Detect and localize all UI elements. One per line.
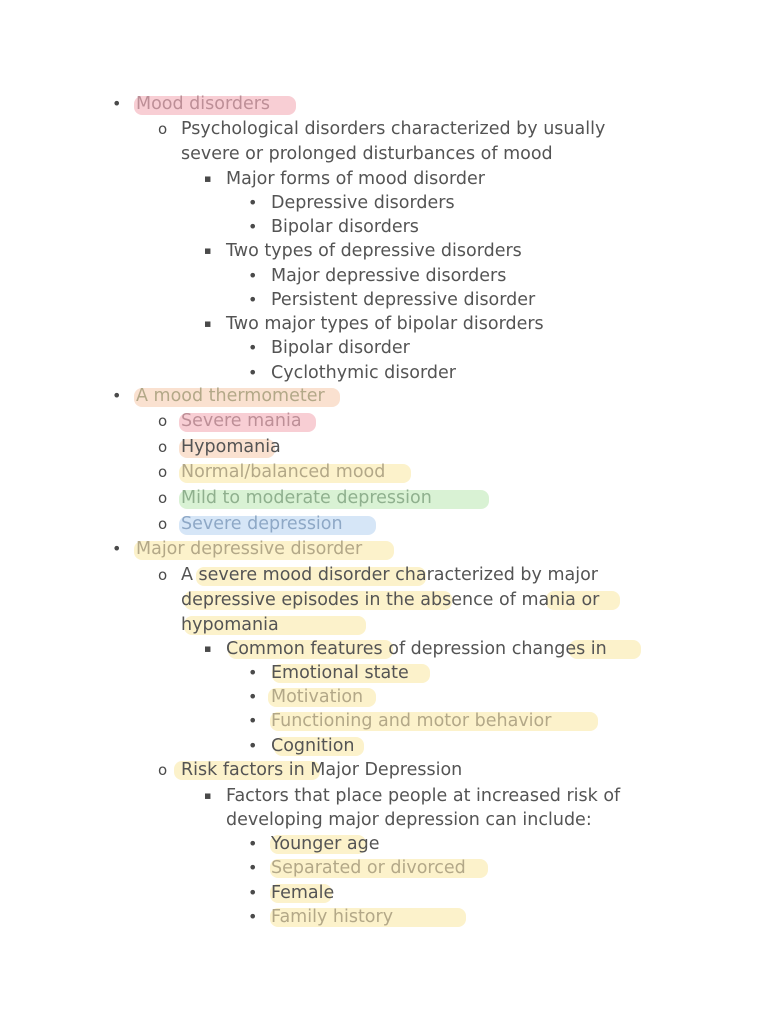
outline-line: Hypomania	[181, 437, 281, 457]
outline-line: Motivation	[271, 687, 364, 707]
bullet-l4: •	[248, 338, 258, 357]
bullet-l4: •	[248, 363, 258, 382]
bullet-l3: ▪	[204, 789, 212, 802]
heading-mood-thermometer: A mood thermometer	[136, 386, 325, 406]
bullet-l3: ▪	[204, 244, 212, 257]
bullet-l3: ▪	[204, 317, 212, 330]
outline-line: Bipolar disorders	[271, 217, 419, 237]
outline-line: Depressive disorders	[271, 193, 455, 213]
outline-line: Bipolar disorder	[271, 338, 410, 358]
outline-line: Two types of depressive disorders	[226, 241, 522, 261]
outline-line: depressive episodes in the absence of mania or	[181, 590, 600, 610]
outline-line: Female	[271, 883, 335, 903]
bullet-l4: •	[248, 711, 258, 730]
outline-line: Mild to moderate depression	[181, 488, 432, 508]
outline-line: Functioning and motor behavior	[271, 711, 552, 731]
outline-line: Emotional state	[271, 663, 409, 683]
bullet-l2: o	[158, 412, 168, 430]
outline-line: Separated or divorced	[271, 858, 466, 878]
bullet-l4: •	[248, 687, 258, 706]
bullet-l4: •	[248, 883, 258, 902]
bullet-l3: ▪	[204, 172, 212, 185]
outline-line: severe or prolonged disturbances of mood	[181, 144, 553, 164]
bullet-l3: ▪	[204, 642, 212, 655]
heading-mood-disorders: Mood disorders	[136, 94, 271, 114]
bullet-l1: •	[112, 94, 122, 113]
outline-line: developing major depression can include:	[226, 810, 592, 830]
outline-line: Severe mania	[181, 411, 302, 431]
bullet-l4: •	[248, 858, 258, 877]
bullet-l4: •	[248, 193, 258, 212]
outline-line: Risk factors in Major Depression	[181, 760, 463, 780]
bullet-l2: o	[158, 120, 168, 138]
bullet-l2: o	[158, 438, 168, 456]
outline-line: Psychological disorders characterized by usually	[181, 119, 606, 139]
outline-line: Common features of depression changes in	[226, 639, 607, 659]
outline-line: Major depressive disorders	[271, 266, 507, 286]
bullet-l2: o	[158, 566, 168, 584]
outline-line: Persistent depressive disorder	[271, 290, 536, 310]
outline-line: Severe depression	[181, 514, 343, 534]
bullet-l4: •	[248, 736, 258, 755]
outline-line: A severe mood disorder characterized by major	[181, 565, 598, 585]
bullet-l4: •	[248, 290, 258, 309]
outline-line: Cognition	[271, 736, 355, 756]
outline-line: Major forms of mood disorder	[226, 169, 485, 189]
outline-line: Family history	[271, 907, 394, 927]
outline-line: Factors that place people at increased risk of	[226, 786, 621, 806]
bullet-l4: •	[248, 663, 258, 682]
bullet-l1: •	[112, 539, 122, 558]
outline-line: Younger age	[271, 834, 380, 854]
heading-major-depressive-disorder: Major depressive disorder	[136, 539, 363, 559]
bullet-l4: •	[248, 266, 258, 285]
bullet-l1: •	[112, 386, 122, 405]
outline-line: Cyclothymic disorder	[271, 363, 456, 383]
outline-line: Normal/balanced mood	[181, 462, 386, 482]
bullet-l2: o	[158, 515, 168, 533]
outline-line: Two major types of bipolar disorders	[226, 314, 544, 334]
bullet-l2: o	[158, 463, 168, 481]
bullet-l4: •	[248, 834, 258, 853]
bullet-l4: •	[248, 217, 258, 236]
bullet-l2: o	[158, 761, 168, 779]
bullet-l4: •	[248, 907, 258, 926]
outline-line: hypomania	[181, 615, 279, 635]
bullet-l2: o	[158, 489, 168, 507]
